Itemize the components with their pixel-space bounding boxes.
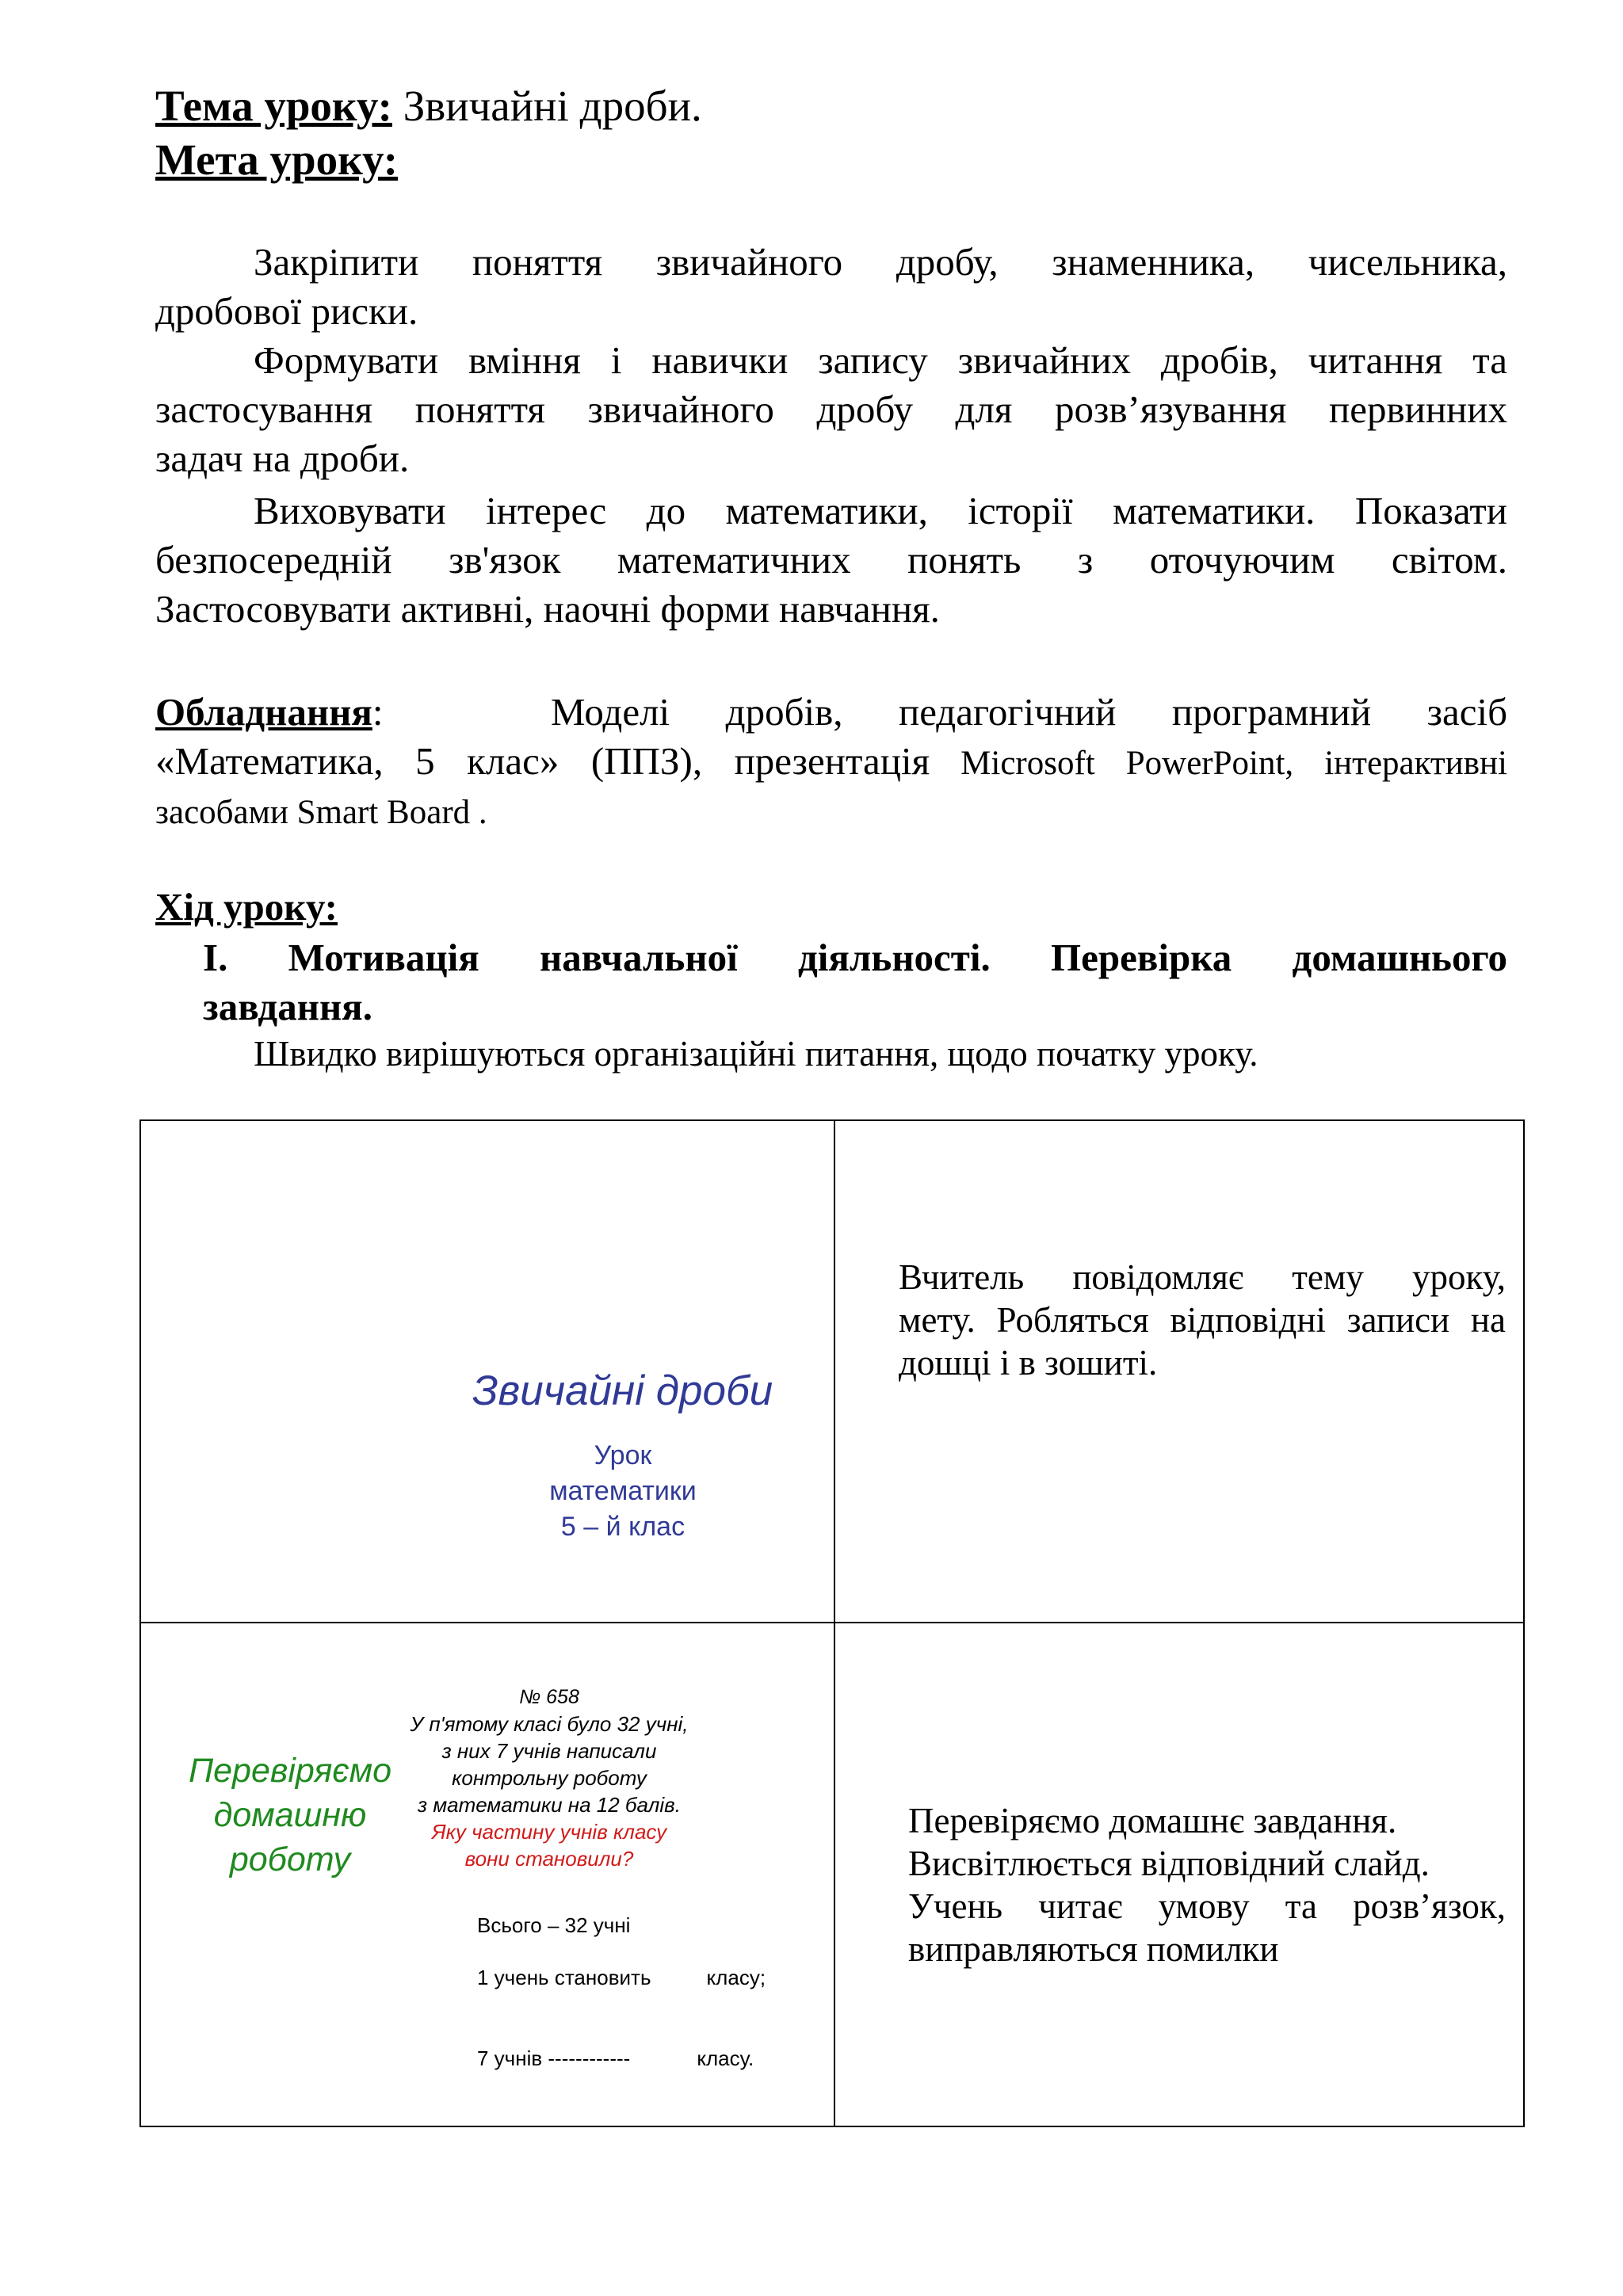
- topic-label: Тема уроку:: [155, 82, 392, 130]
- task-line1: У п'ятому класі було 32 учні,: [410, 1712, 689, 1736]
- slide-title: Звичайні дроби: [472, 1367, 773, 1414]
- homework-slide-heading: [173, 1749, 407, 1882]
- goals-paragraph-3: [155, 486, 1507, 634]
- equipment-line2: [155, 737, 1507, 788]
- goals-p3-line3: Застосовувати активні, наочні форми навчання.: [155, 587, 940, 631]
- goals-p3-line2: безпосередній зв'язок математичних понять з оточуючим світом.: [155, 538, 1507, 582]
- topic-value: Звичайні дроби.: [391, 82, 702, 130]
- slide-subtitle-line1: Урок математики: [549, 1440, 697, 1506]
- slide-subtitle: [520, 1438, 726, 1545]
- description-1-text: [899, 1256, 1506, 1384]
- slide-subtitle-line2: 5 – й клас: [560, 1512, 685, 1542]
- equipment-colon: :: [372, 690, 384, 734]
- description-2-text: [908, 1799, 1506, 1970]
- table-row: [140, 1623, 1524, 2126]
- section-1-note-text: Швидко вирішуються організаційні питання, щодо початку уроку.: [254, 1034, 1258, 1074]
- goal-label: Мета уроку:: [155, 135, 399, 184]
- calc-line3-right: класу.: [697, 2046, 754, 2070]
- slide-cell-title: [140, 1120, 834, 1623]
- goals-p1-line1: Закріпити поняття звичайного дробу, знаменника, чисельника,: [254, 240, 1507, 284]
- task-line4: з математики на 12 балів.: [418, 1793, 681, 1817]
- progress-heading: [155, 883, 1507, 932]
- section-1-heading: [203, 933, 1507, 1032]
- calc-line2-left: 1 учень становить: [477, 1966, 651, 1989]
- calc-line1: Всього – 32 учні: [477, 1913, 631, 1937]
- task-number: № 658: [519, 1686, 579, 1708]
- section-1-line2: завдання.: [203, 985, 372, 1028]
- description-2-line1: Перевіряємо домашнє завдання.: [907, 1801, 1397, 1840]
- description-2-line4: виправляються помилки: [907, 1929, 1279, 1969]
- equipment-paragraph: [155, 688, 1507, 837]
- topic-line: [155, 79, 1507, 133]
- equipment-text-1: Моделі дробів, педагогічний програмний засіб: [550, 690, 1507, 734]
- goals-p3-line1: Виховувати інтерес до математики, історії математики. Показати: [254, 489, 1507, 532]
- section-1-line1: I. Мотивація навчальної діяльності. Перевірка домашнього: [203, 936, 1507, 979]
- goals-p2-line2: застосування поняття звичайного дробу для розв’язування первинних: [155, 387, 1507, 431]
- description-1-line1: Вчитель повідомляє тему уроку,: [898, 1257, 1506, 1297]
- homework-heading-line2: домашню: [213, 1796, 367, 1834]
- task-question-line1: Яку частину учнів класу: [431, 1820, 667, 1844]
- equipment-text-2a: «Математика, 5 клас» (ППЗ), презентація: [155, 739, 930, 783]
- homework-heading-line1: Перевіряємо: [188, 1752, 391, 1790]
- slide-cell-homework: [140, 1623, 834, 2126]
- equipment-line1: [155, 688, 1507, 737]
- description-2-line3: Учень читає умову та розв’язок,: [907, 1886, 1506, 1926]
- progress-label: Хід уроку:: [155, 885, 338, 929]
- equipment-text-2b: Microsoft PowerPoint, інтерактивні: [930, 745, 1507, 782]
- goals-p2-line1: Формувати вміння і навички запису звичайних дробів, читання та: [254, 338, 1507, 382]
- equipment-line3: засобами Smart Board .: [155, 794, 487, 831]
- calc-line3: [477, 2046, 754, 2071]
- calc-line2-right: класу;: [706, 1966, 766, 1989]
- goals-paragraph-2: [155, 336, 1507, 483]
- task-question-line2: вони становили?: [464, 1847, 634, 1871]
- section-1-note: [155, 1032, 1507, 1076]
- description-1-line3: дошці і в зошиті.: [898, 1343, 1158, 1383]
- goals-p2-line3: задач на дроби.: [155, 437, 410, 480]
- description-1-line2: мету. Робляться відповідні записи на: [898, 1300, 1506, 1340]
- description-cell-2: [834, 1623, 1524, 2126]
- calc-line3-left: 7 учнів ------------: [477, 2046, 631, 2070]
- description-cell-1: [834, 1120, 1524, 1623]
- lesson-table: [139, 1119, 1525, 2127]
- equipment-label: Обладнання: [155, 690, 372, 734]
- description-2-line2: Висвітлюється відповідний слайд.: [907, 1844, 1430, 1883]
- calc-line2: [477, 1966, 766, 1990]
- homework-heading-line3: роботу: [229, 1840, 351, 1878]
- table-row: [140, 1120, 1524, 1623]
- goal-line: [155, 133, 1507, 187]
- task-line2: з них 7 учнів написали: [441, 1739, 657, 1763]
- goals-paragraph-1: [155, 238, 1507, 336]
- homework-task: [403, 1684, 696, 1872]
- task-line3: контрольну роботу: [452, 1766, 647, 1790]
- goals-p1-line2: дробової риски.: [155, 289, 418, 333]
